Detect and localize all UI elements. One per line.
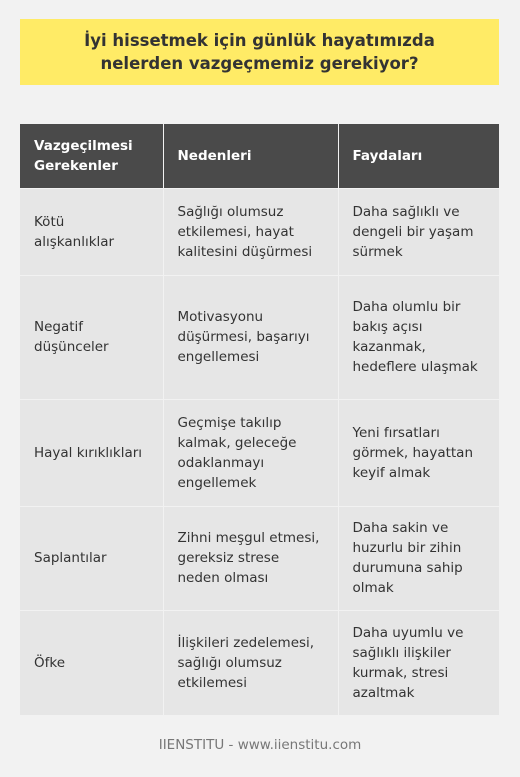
table-cell-item: Hayal kırıklıkları [20,399,163,506]
table-cell-benefit: Daha sakin ve huzurlu bir zihin durumuna sahip olmak [338,506,499,610]
table-row [20,506,499,610]
table-cell-reason: İlişkileri zedelemesi, sağlığı olumsuz etkilemesi [163,610,338,715]
title-banner [20,19,499,85]
table-cell-benefit: Daha olumlu bir bakış açısı kazanmak, hedeflere ulaşmak [338,275,499,399]
table-cell-item: Negatif düşünceler [20,275,163,399]
table-cell-reason: Sağlığı olumsuz etkilemesi, hayat kalitesini düşürmesi [163,188,338,275]
table-cell-item: Saplantılar [20,506,163,610]
info-table [20,124,499,715]
table-cell-reason: Zihni meşgul etmesi, gereksiz strese neden olması [163,506,338,610]
column-header-items: Vazgeçilmesi Gerekenler [20,124,163,188]
table-cell-item: Öfke [20,610,163,715]
table-cell-benefit: Yeni fırsatları görmek, hayattan keyif almak [338,399,499,506]
table-cell-reason: Motivasyonu düşürmesi, başarıyı engellemesi [163,275,338,399]
table-cell-benefit: Daha uyumlu ve sağlıklı ilişkiler kurmak, stresi azaltmak [338,610,499,715]
table-row [20,275,499,399]
table-row [20,399,499,506]
column-header-benefits: Faydaları [338,124,499,188]
table-header-row [20,124,499,188]
page-title: İyi hissetmek için günlük hayatımızda nelerden vazgeçmemiz gerekiyor? [84,31,435,73]
table-row [20,610,499,715]
table-cell-benefit: Daha sağlıklı ve dengeli bir yaşam sürmek [338,188,499,275]
footer-credit: IIENSTITU - www.iienstitu.com [158,737,362,753]
table-cell-item: Kötü alışkanlıklar [20,188,163,275]
table-row [20,188,499,275]
table-cell-reason: Geçmişe takılıp kalmak, geleceğe odaklanmayı engellemek [163,399,338,506]
column-header-reasons: Nedenleri [163,124,338,188]
